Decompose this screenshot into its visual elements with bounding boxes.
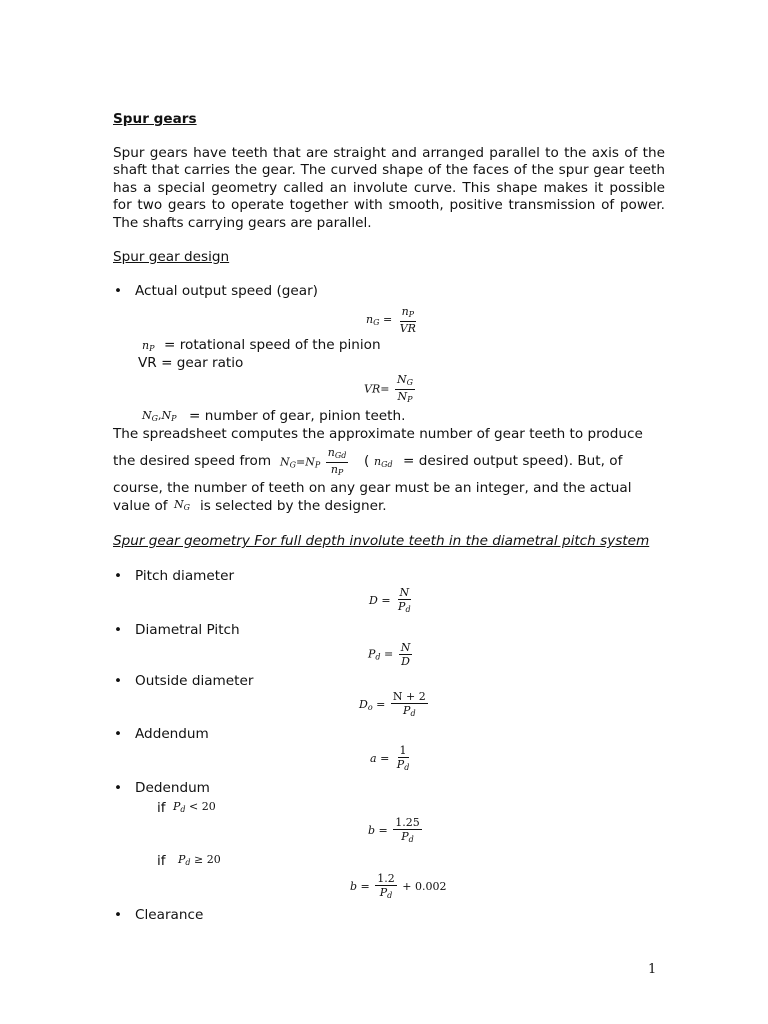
item-addendum: Addendum [135,726,209,742]
bullet-marker: • [114,780,123,796]
item-clearance: Clearance [135,907,204,923]
bullet-marker: • [114,622,123,638]
output-speed-label: Actual output speed (gear) [135,283,318,299]
ng-np-definition: = number of gear, pinion teeth. [189,408,406,424]
bullet-marker: • [114,283,123,299]
equation-outside-diameter: $D_o$ = $\frac{N + 2}{P_d}$ [359,690,426,718]
condition-lt-20: $P_d < 20$ [173,800,216,814]
item-dedendum: Dedendum [135,780,210,796]
equation-ng-from-np: $N_G=N_P$ $\frac{n_{Gd}}{n_P}$ [280,446,347,477]
equation-vr: VR= $\frac{N_G}{N_P}$ [364,373,413,404]
condition-if: if [157,800,166,816]
equation-ng: $n_G$ = $\frac{n_P}{VR}$ [366,305,416,335]
item-pitch-diameter: Pitch diameter [135,568,235,584]
item-outside-diameter: Outside diameter [135,673,254,689]
spreadsheet-line-3: course, the number of teeth on any gear must be an integer, and the actual [113,480,632,496]
ng-np-symbols: $N_G,N_P$ [142,409,177,423]
design-heading: Spur gear design [113,249,230,265]
spreadsheet-line-2b: ( [364,453,370,469]
page-title: Spur gears [113,111,197,127]
equation-addendum: a = $\frac{1}{P_d}$ [370,744,410,772]
spreadsheet-line-1: The spreadsheet computes the approximate number of gear teeth to produce [113,426,643,442]
equation-pitch-diameter: D = $\frac{N}{P_d}$ [369,586,411,614]
bullet-marker: • [114,726,123,742]
np-symbol: $n_P$ [142,339,155,353]
geometry-heading: Spur gear geometry For full depth involute teeth in the diametral pitch system [113,533,650,549]
spreadsheet-line-4a: value of [113,498,168,514]
vr-definition: VR = gear ratio [138,355,244,371]
ng-symbol: $N_G$ [174,498,191,512]
intro-paragraph: Spur gears have teeth that are straight and arranged parallel to the axis of the shaft that carries the gear. The curved shape of the faces of the spur gear teeth has a special geometry called an involute curve. This shape makes it possible for two gears to operate together with smooth, positive transmission of power. The shafts carrying gears are parallel. [113,145,665,231]
equation-dedendum-2: b = $\frac{1.2}{P_d}$ + 0.002 [350,872,447,900]
spreadsheet-line-2a: the desired speed from [113,453,272,469]
bullet-marker: • [114,568,123,584]
equation-dedendum-1: b = $\frac{1.25}{P_d}$ [368,816,420,844]
condition-if: if [157,853,166,869]
bullet-marker: • [114,673,123,689]
item-diametral-pitch: Diametral Pitch [135,622,240,638]
np-definition: = rotational speed of the pinion [164,337,381,353]
condition-ge-20: $P_d \ge 20$ [178,853,221,867]
equation-diametral-pitch: $P_d$ = $\frac{N}{D}$ [368,641,411,668]
spreadsheet-line-4b: is selected by the designer. [200,498,387,514]
ngd-symbol: $n_{Gd}$ [374,455,393,469]
bullet-marker: • [114,907,123,923]
spreadsheet-line-2c: = desired output speed). But, of [403,453,623,469]
page-number: 1 [648,962,657,977]
